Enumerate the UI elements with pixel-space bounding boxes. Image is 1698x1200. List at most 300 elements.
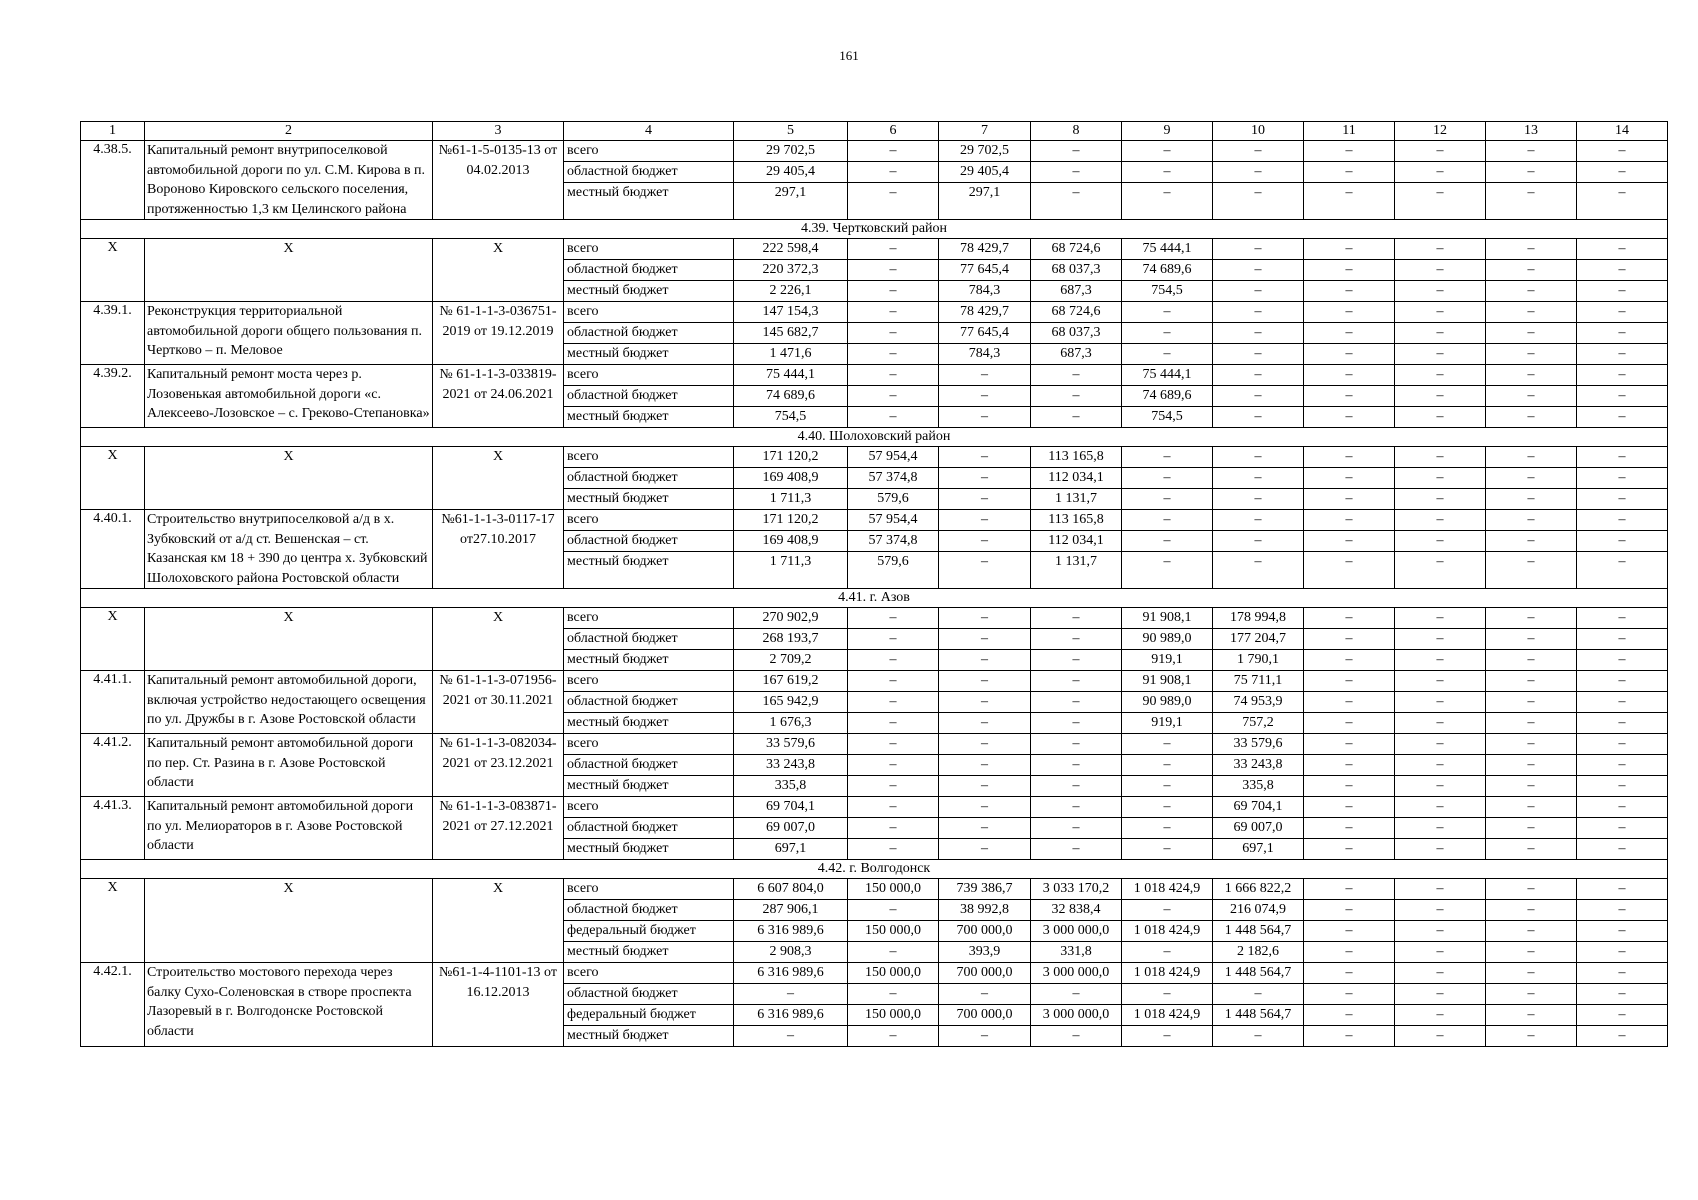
- year-value: –: [889, 304, 897, 319]
- year-value: –: [1527, 965, 1535, 980]
- year-value: 165 942,9: [734, 691, 847, 712]
- year-value: –: [1395, 488, 1485, 509]
- year-value: –: [1395, 691, 1485, 712]
- year-value: –: [1254, 367, 1262, 382]
- year-value: –: [1527, 241, 1535, 256]
- year-value-cell: [848, 447, 939, 510]
- year-value-cell: [734, 797, 848, 860]
- budget-source: федеральный бюджет: [564, 920, 733, 941]
- year-value: –: [1395, 161, 1485, 182]
- budget-source: местный бюджет: [564, 343, 733, 364]
- year-value: –: [848, 775, 938, 796]
- year-value: –: [1577, 530, 1667, 551]
- year-value: –: [1436, 736, 1444, 751]
- year-value: 147 154,3: [762, 304, 819, 319]
- year-value-cell: [1577, 239, 1668, 302]
- budget-source: областной бюджет: [564, 817, 733, 838]
- budget-source: областной бюджет: [564, 983, 733, 1004]
- budget-source: областной бюджет: [564, 385, 733, 406]
- year-value: –: [1395, 406, 1485, 427]
- year-value: –: [1072, 673, 1080, 688]
- item-name: Строительство мостового перехода через балку Сухо-Соленовская в створе проспекта Лазоревый в г. Волгодонске Ростовской области: [145, 963, 433, 1047]
- year-value: –: [1304, 1004, 1394, 1025]
- year-value: 69 007,0: [1213, 817, 1303, 838]
- year-value: –: [1486, 182, 1576, 203]
- year-value-cell: [1304, 797, 1395, 860]
- year-value: 1 676,3: [734, 712, 847, 733]
- year-value-cell: [1213, 510, 1304, 589]
- year-value: 78 429,7: [960, 241, 1009, 256]
- year-value: –: [848, 817, 938, 838]
- year-value: –: [1436, 449, 1444, 464]
- year-value: –: [1304, 406, 1394, 427]
- column-header: 3: [433, 122, 564, 141]
- year-value: 77 645,4: [939, 259, 1030, 280]
- year-value-cell: [734, 734, 848, 797]
- year-value: –: [1618, 736, 1626, 751]
- column-header: 13: [1486, 122, 1577, 141]
- column-header: 1: [81, 122, 145, 141]
- year-value: –: [848, 182, 938, 203]
- budget-source: местный бюджет: [564, 838, 733, 859]
- year-value: 38 992,8: [939, 899, 1030, 920]
- year-value-cell: [1304, 671, 1395, 734]
- year-value: 74 689,6: [734, 385, 847, 406]
- year-value-cell: [1122, 963, 1213, 1047]
- item-name: Х: [145, 608, 433, 671]
- budget-source: всего: [567, 449, 599, 464]
- year-value: 1 790,1: [1213, 649, 1303, 670]
- year-value: –: [1345, 449, 1353, 464]
- year-value: –: [939, 754, 1030, 775]
- year-value: –: [1031, 838, 1121, 859]
- year-value-cell: [1122, 734, 1213, 797]
- year-value: 2 908,3: [734, 941, 847, 962]
- year-value-cell: [1486, 671, 1577, 734]
- year-value: –: [848, 712, 938, 733]
- budget-source: всего: [567, 143, 599, 158]
- year-value: –: [1122, 899, 1212, 920]
- year-value: –: [1577, 920, 1667, 941]
- year-value: –: [1163, 512, 1171, 527]
- year-value-cell: [1577, 671, 1668, 734]
- year-value: –: [1304, 649, 1394, 670]
- year-value: –: [981, 512, 988, 527]
- year-value: –: [848, 628, 938, 649]
- year-value-cell: [734, 671, 848, 734]
- item-number: Х: [81, 447, 145, 510]
- year-value-cell: [848, 797, 939, 860]
- year-value-cell: [1486, 447, 1577, 510]
- budget-source-cell: [564, 734, 734, 797]
- year-value: –: [1122, 488, 1212, 509]
- year-value-cell: [1395, 302, 1486, 365]
- year-value: –: [1031, 712, 1121, 733]
- year-value: 687,3: [1031, 280, 1121, 301]
- year-value-cell: [1486, 797, 1577, 860]
- year-value: –: [848, 983, 938, 1004]
- year-value: –: [1486, 385, 1576, 406]
- year-value: 74 689,6: [1122, 259, 1212, 280]
- year-value: 33 243,8: [734, 754, 847, 775]
- year-value: –: [1527, 799, 1535, 814]
- year-value: –: [848, 259, 938, 280]
- year-value: 700 000,0: [956, 965, 1013, 980]
- year-value-cell: [939, 963, 1031, 1047]
- year-value: –: [1122, 983, 1212, 1004]
- year-value: –: [1304, 1025, 1394, 1046]
- year-value: –: [1618, 512, 1626, 527]
- year-value: 145 682,7: [734, 322, 847, 343]
- year-value: –: [1213, 530, 1303, 551]
- year-value: –: [1486, 343, 1576, 364]
- year-value: –: [1395, 628, 1485, 649]
- year-value-cell: [939, 447, 1031, 510]
- year-value: 2 709,2: [734, 649, 847, 670]
- year-value: 6 316 989,6: [757, 965, 824, 980]
- year-value: –: [1486, 649, 1576, 670]
- year-value: 1 018 424,9: [1122, 920, 1212, 941]
- budget-source: местный бюджет: [564, 712, 733, 733]
- year-value: –: [939, 983, 1030, 1004]
- year-value: –: [1031, 406, 1121, 427]
- year-value: –: [1072, 367, 1080, 382]
- table-row: [81, 239, 1668, 302]
- year-value: –: [981, 799, 988, 814]
- year-value-cell: [848, 734, 939, 797]
- year-value: 74 689,6: [1122, 385, 1212, 406]
- year-value: –: [1486, 691, 1576, 712]
- year-value: –: [1304, 899, 1394, 920]
- year-value-cell: [1304, 365, 1395, 428]
- budget-source-cell: [564, 365, 734, 428]
- year-value: –: [1395, 1025, 1485, 1046]
- year-value: –: [1527, 367, 1535, 382]
- item-document: № 61-1-1-3-082034-2021 от 23.12.2021: [433, 734, 564, 797]
- year-value: 268 193,7: [734, 628, 847, 649]
- year-value-cell: [1213, 141, 1304, 220]
- budget-source: всего: [567, 610, 599, 625]
- year-value: –: [1618, 673, 1626, 688]
- year-value: –: [1527, 881, 1535, 896]
- item-document: № 61-1-1-3-036751-2019 от 19.12.2019: [433, 302, 564, 365]
- year-value: –: [889, 143, 897, 158]
- year-value: –: [1527, 304, 1535, 319]
- year-value-cell: [939, 797, 1031, 860]
- year-value-cell: [939, 302, 1031, 365]
- year-value: –: [1304, 551, 1394, 572]
- year-value: –: [1577, 775, 1667, 796]
- year-value: –: [1577, 712, 1667, 733]
- year-value: –: [1436, 512, 1444, 527]
- year-value: 1 471,6: [734, 343, 847, 364]
- year-value-cell: [1031, 671, 1122, 734]
- year-value: –: [848, 322, 938, 343]
- year-value: 29 702,5: [960, 143, 1009, 158]
- year-value: –: [1395, 941, 1485, 962]
- year-value: 757,2: [1213, 712, 1303, 733]
- year-value-cell: [1577, 141, 1668, 220]
- year-value: –: [939, 385, 1030, 406]
- year-value: –: [1577, 1025, 1667, 1046]
- year-value: 1 711,3: [734, 488, 847, 509]
- year-value: –: [1395, 530, 1485, 551]
- year-value: –: [1577, 838, 1667, 859]
- year-value-cell: [939, 141, 1031, 220]
- budget-source: местный бюджет: [564, 551, 733, 572]
- year-value: –: [1486, 259, 1576, 280]
- year-value: –: [1254, 304, 1262, 319]
- table-row: [81, 365, 1668, 428]
- year-value: –: [889, 799, 897, 814]
- year-value: –: [1163, 736, 1171, 751]
- year-value: –: [1486, 754, 1576, 775]
- year-value: 167 619,2: [762, 673, 819, 688]
- item-name: Капитальный ремонт внутрипоселковой автомобильной дороги по ул. С.М. Кирова в п. Вороново Кировского сельского поселения, протяженностью 1,3 км Целинского района: [145, 141, 433, 220]
- year-value-cell: [939, 365, 1031, 428]
- item-name: Капитальный ремонт моста через р. Лозовенькая автомобильной дороги «с. Алексеево-Лозовское – с. Греково-Степановка»: [145, 365, 433, 428]
- year-value: –: [1618, 143, 1626, 158]
- year-value: –: [1304, 182, 1394, 203]
- year-value: –: [1395, 467, 1485, 488]
- year-value-cell: [1031, 447, 1122, 510]
- year-value: –: [1122, 161, 1212, 182]
- budget-source: областной бюджет: [564, 161, 733, 182]
- year-value: –: [939, 817, 1030, 838]
- year-value: –: [1345, 881, 1353, 896]
- year-value: 75 444,1: [1142, 241, 1192, 256]
- year-value: –: [1031, 691, 1121, 712]
- year-value: –: [1304, 920, 1394, 941]
- year-value: –: [1163, 304, 1171, 319]
- year-value: –: [1304, 488, 1394, 509]
- year-value: 77 645,4: [939, 322, 1030, 343]
- year-value: –: [1122, 754, 1212, 775]
- item-number: 4.38.5.: [81, 141, 145, 220]
- year-value-cell: [1577, 510, 1668, 589]
- year-value: –: [1486, 628, 1576, 649]
- year-value: –: [1122, 941, 1212, 962]
- year-value: 69 007,0: [734, 817, 847, 838]
- table-row: [81, 671, 1668, 734]
- year-value-cell: [1213, 365, 1304, 428]
- year-value: 178 994,8: [1230, 610, 1286, 625]
- year-value: –: [1031, 983, 1121, 1004]
- table-body: [81, 122, 1668, 1047]
- year-value: –: [1254, 241, 1262, 256]
- column-header: 6: [848, 122, 939, 141]
- year-value-cell: [1213, 239, 1304, 302]
- year-value: –: [1122, 838, 1212, 859]
- year-value: 29 405,4: [734, 161, 847, 182]
- budget-source-cell: [564, 671, 734, 734]
- year-value: –: [1436, 673, 1444, 688]
- year-value: –: [939, 551, 1030, 572]
- year-value: 6 607 804,0: [757, 881, 824, 896]
- year-value: –: [1163, 799, 1171, 814]
- year-value: –: [1577, 551, 1667, 572]
- year-value: 1 448 564,7: [1224, 965, 1292, 980]
- budget-source: местный бюджет: [564, 406, 733, 427]
- year-value-cell: [939, 734, 1031, 797]
- item-number: 4.41.2.: [81, 734, 145, 797]
- year-value: 68 037,3: [1031, 322, 1121, 343]
- year-value-cell: [1577, 734, 1668, 797]
- year-value: –: [1577, 182, 1667, 203]
- year-value: 29 702,5: [766, 143, 815, 158]
- budget-source-cell: [564, 510, 734, 589]
- year-value: –: [1486, 920, 1576, 941]
- year-value: –: [1213, 280, 1303, 301]
- year-value-cell: [1486, 879, 1577, 963]
- year-value: –: [1304, 775, 1394, 796]
- year-value: –: [889, 610, 897, 625]
- year-value: –: [1486, 1004, 1576, 1025]
- budget-source: федеральный бюджет: [564, 1004, 733, 1025]
- year-value-cell: [1213, 963, 1304, 1047]
- year-value: –: [889, 673, 897, 688]
- year-value-cell: [1213, 671, 1304, 734]
- year-value-cell: [1304, 879, 1395, 963]
- section-row: [81, 860, 1668, 879]
- year-value: 754,5: [1122, 406, 1212, 427]
- year-value: –: [1122, 343, 1212, 364]
- year-value: –: [1031, 1025, 1121, 1046]
- year-value: –: [1577, 1004, 1667, 1025]
- year-value: 68 724,6: [1051, 241, 1101, 256]
- year-value-cell: [1395, 963, 1486, 1047]
- year-value: 33 579,6: [1233, 736, 1283, 751]
- item-document: №61-1-5-0135-13 от 04.02.2013: [433, 141, 564, 220]
- year-value-cell: [734, 608, 848, 671]
- year-value: –: [1436, 965, 1444, 980]
- year-value-cell: [1122, 879, 1213, 963]
- year-value: –: [1486, 161, 1576, 182]
- column-header: 2: [145, 122, 433, 141]
- year-value: 1 711,3: [734, 551, 847, 572]
- year-value-cell: [1304, 963, 1395, 1047]
- year-value-cell: [939, 879, 1031, 963]
- budget-source: областной бюджет: [564, 628, 733, 649]
- year-value: 57 374,8: [848, 467, 938, 488]
- year-value: –: [1436, 881, 1444, 896]
- item-name: Х: [145, 239, 433, 302]
- year-value: –: [1345, 367, 1353, 382]
- year-value: –: [1436, 610, 1444, 625]
- year-value-cell: [1577, 963, 1668, 1047]
- item-document: № 61-1-1-3-033819-2021 от 24.06.2021: [433, 365, 564, 428]
- year-value: –: [848, 161, 938, 182]
- budget-source-cell: [564, 302, 734, 365]
- year-value: –: [1577, 385, 1667, 406]
- table-row: [81, 141, 1668, 220]
- year-value: –: [1577, 259, 1667, 280]
- year-value-cell: [1122, 302, 1213, 365]
- budget-source: местный бюджет: [564, 649, 733, 670]
- year-value: –: [1527, 143, 1535, 158]
- budget-source: местный бюджет: [564, 1025, 733, 1046]
- item-document: №61-1-4-1101-13 от 16.12.2013: [433, 963, 564, 1047]
- year-value: –: [889, 736, 897, 751]
- year-value: –: [1577, 322, 1667, 343]
- year-value: –: [1577, 649, 1667, 670]
- year-value: –: [939, 691, 1030, 712]
- year-value: –: [1618, 449, 1626, 464]
- year-value: –: [1486, 406, 1576, 427]
- year-value: –: [1486, 838, 1576, 859]
- year-value: 177 204,7: [1213, 628, 1303, 649]
- item-document: Х: [433, 879, 564, 963]
- year-value: –: [1213, 385, 1303, 406]
- year-value: 169 408,9: [734, 530, 847, 551]
- budget-source: местный бюджет: [564, 488, 733, 509]
- year-value: 1 018 424,9: [1133, 965, 1201, 980]
- year-value: –: [1122, 1025, 1212, 1046]
- year-value: 6 316 989,6: [734, 920, 847, 941]
- year-value: –: [1304, 712, 1394, 733]
- budget-source: всего: [567, 241, 599, 256]
- year-value: 113 165,8: [1048, 449, 1104, 464]
- year-value: 3 000 000,0: [1031, 920, 1121, 941]
- table-row: [81, 447, 1668, 510]
- year-value: –: [848, 691, 938, 712]
- year-value-cell: [1031, 239, 1122, 302]
- year-value: 1 131,7: [1031, 551, 1121, 572]
- year-value: –: [1031, 817, 1121, 838]
- budget-source: областной бюджет: [564, 899, 733, 920]
- year-value-cell: [1304, 141, 1395, 220]
- budget-source: всего: [567, 799, 599, 814]
- year-value: –: [1618, 965, 1626, 980]
- column-header: 10: [1213, 122, 1304, 141]
- year-value-cell: [1486, 734, 1577, 797]
- year-value-cell: [848, 239, 939, 302]
- year-value: –: [1031, 182, 1121, 203]
- year-value: –: [1395, 899, 1485, 920]
- year-value-cell: [1122, 141, 1213, 220]
- year-value-cell: [734, 365, 848, 428]
- year-value: –: [1395, 280, 1485, 301]
- year-value-cell: [1122, 797, 1213, 860]
- year-value: 335,8: [1213, 775, 1303, 796]
- year-value: 69 704,1: [1233, 799, 1283, 814]
- year-value: –: [1395, 551, 1485, 572]
- year-value: –: [981, 673, 988, 688]
- year-value: 91 908,1: [1142, 610, 1192, 625]
- year-value: –: [1486, 530, 1576, 551]
- year-value: –: [1031, 385, 1121, 406]
- year-value: –: [1304, 530, 1394, 551]
- year-value: –: [1486, 467, 1576, 488]
- year-value: –: [1577, 343, 1667, 364]
- year-value-cell: [1577, 365, 1668, 428]
- budget-table: [80, 121, 1668, 1047]
- year-value: –: [1254, 143, 1262, 158]
- year-value-cell: [848, 141, 939, 220]
- year-value: –: [1345, 512, 1353, 527]
- year-value: –: [848, 899, 938, 920]
- year-value: 78 429,7: [960, 304, 1009, 319]
- year-value: –: [1486, 322, 1576, 343]
- column-header: 9: [1122, 122, 1213, 141]
- year-value: –: [848, 649, 938, 670]
- year-value: –: [1304, 754, 1394, 775]
- year-value: –: [1486, 817, 1576, 838]
- section-title: 4.42. г. Волгодонск: [81, 860, 1668, 879]
- year-value-cell: [939, 671, 1031, 734]
- year-value: –: [1486, 983, 1576, 1004]
- year-value: 700 000,0: [939, 1004, 1030, 1025]
